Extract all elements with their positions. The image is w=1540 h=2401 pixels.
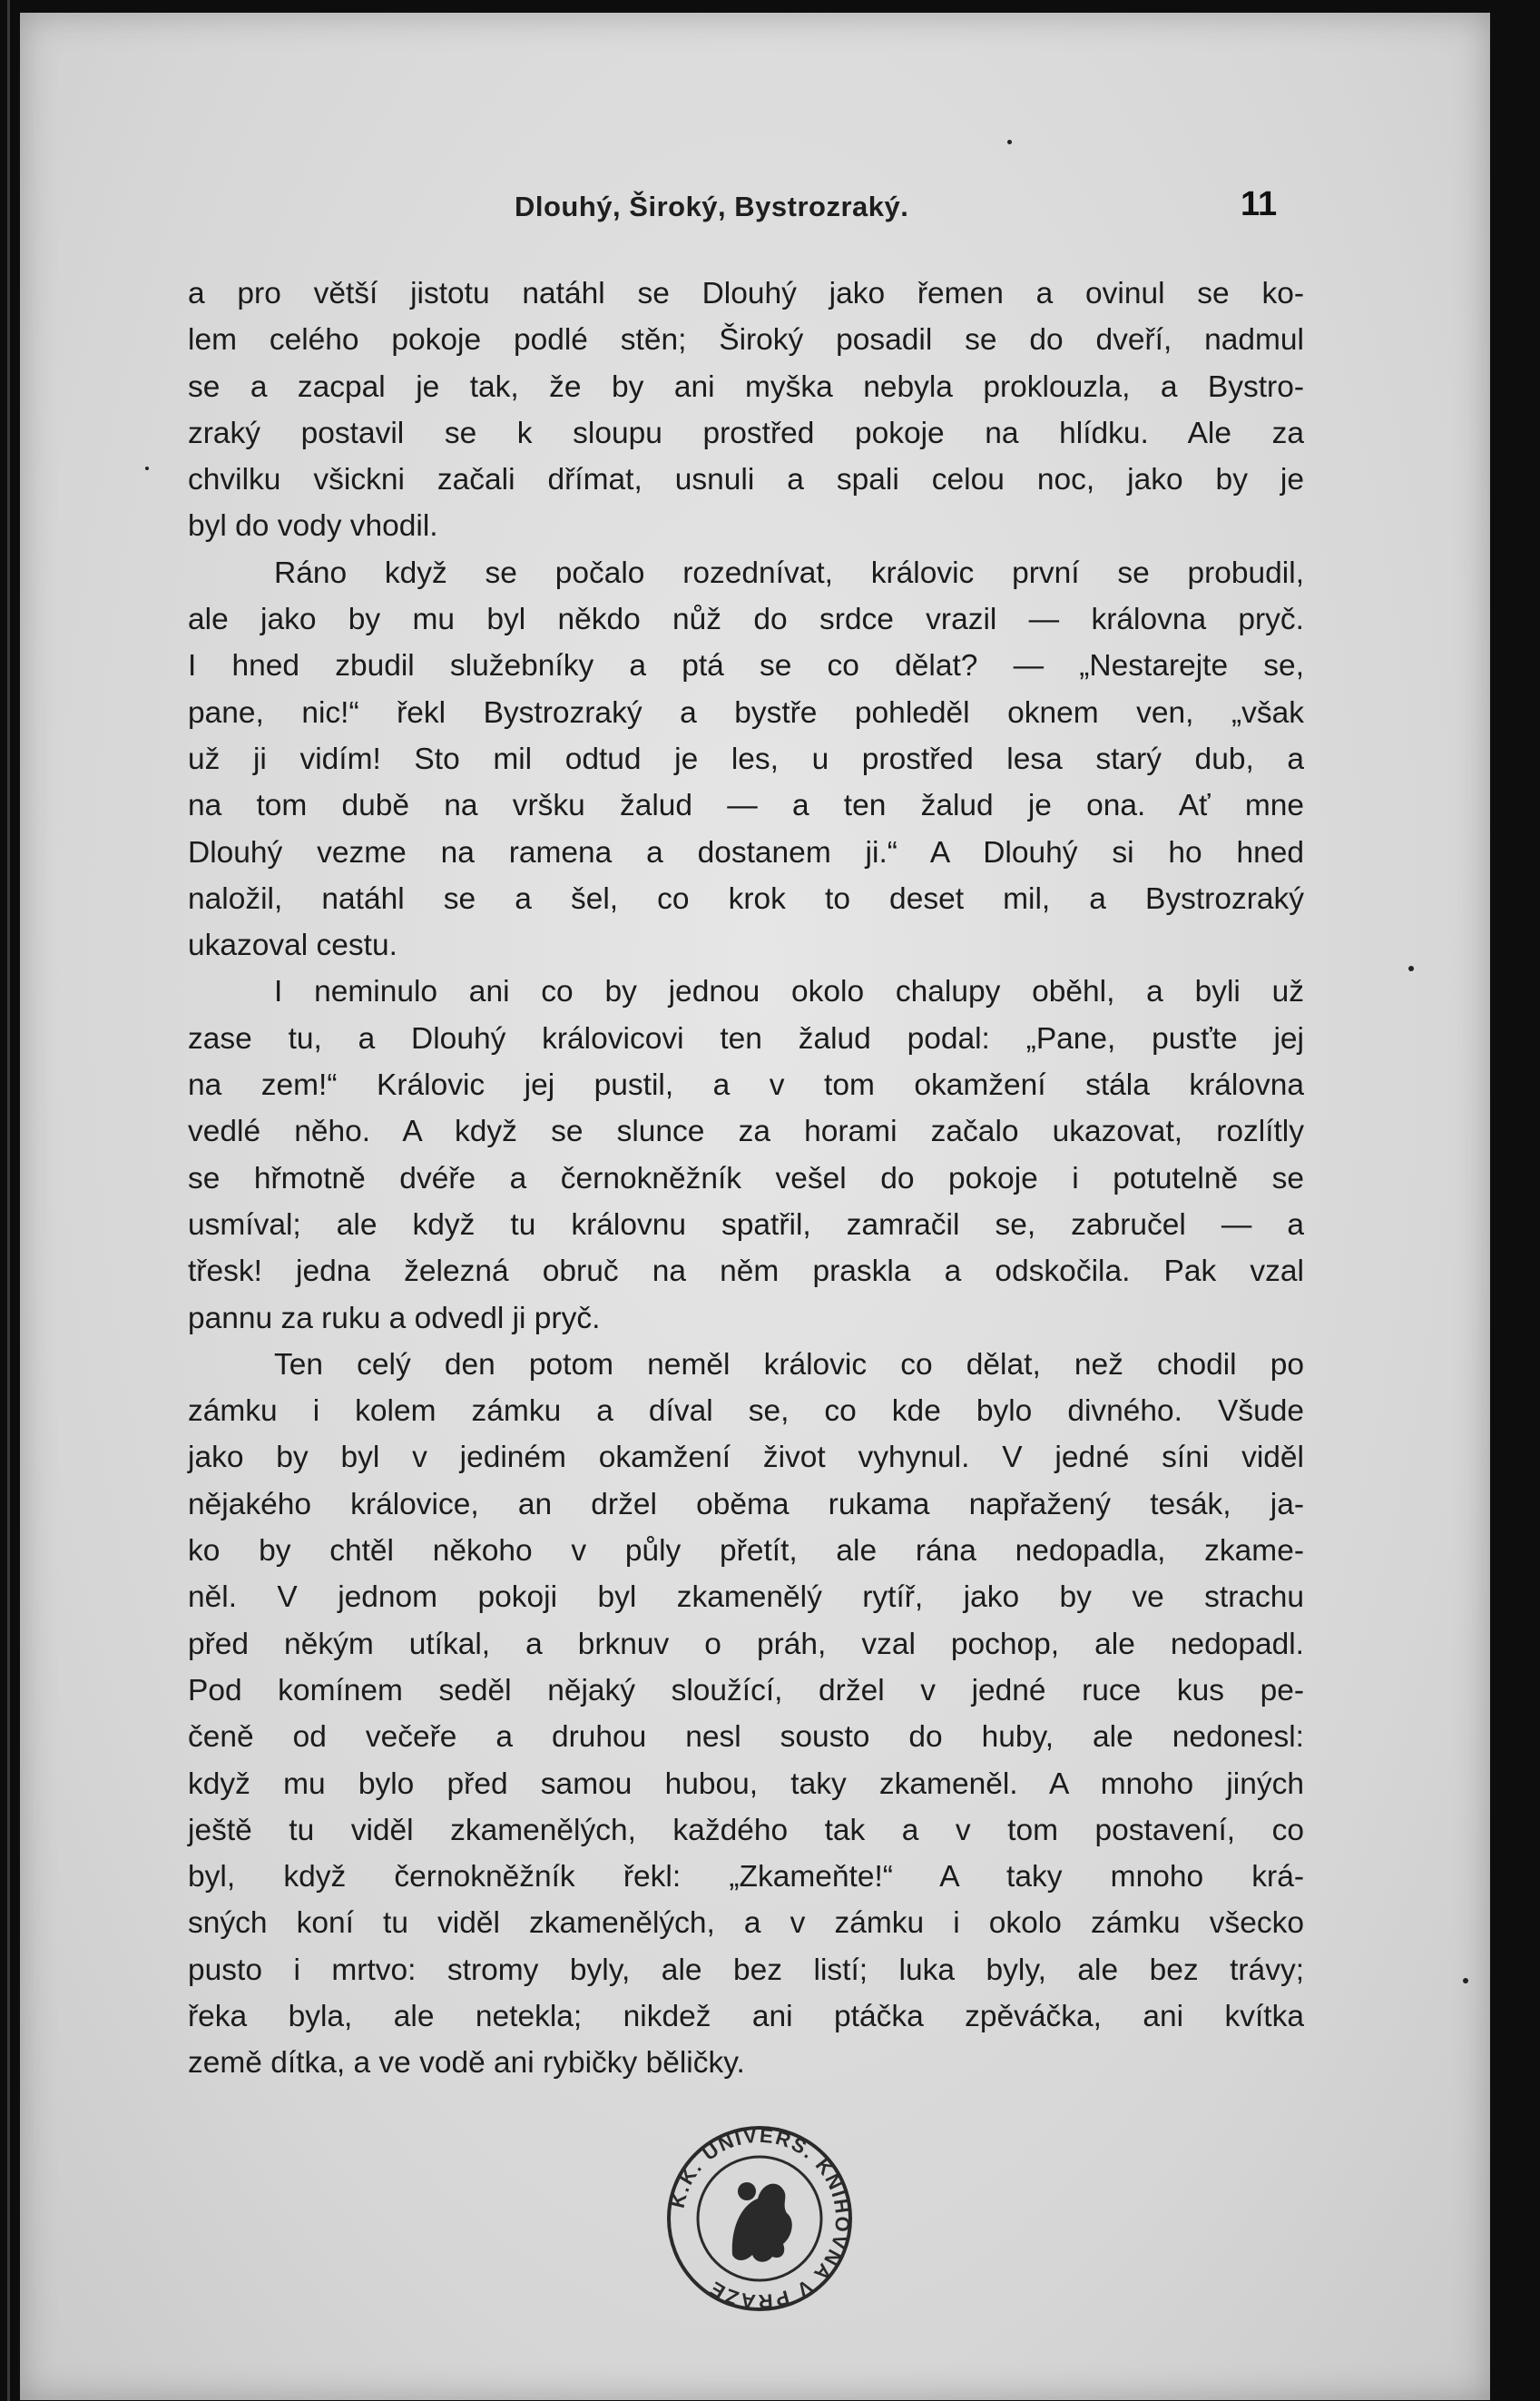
text-line: se a zacpal je tak, že by ani myška nebyla proklouzla, a Bystro-	[188, 369, 1304, 404]
text-line: zraký postavil se k sloupu prostřed pokoje na hlídku. Ale za	[188, 416, 1304, 450]
text-line: třesk! jedna železná obruč na něm praskla a odskočila. Pak vzal	[188, 1255, 1304, 1289]
text-line: pannu za ruku a odvedl ji pryč.	[188, 1301, 601, 1335]
text-line: na zem!“ Královic jej pustil, a v tom okamžení stála královna	[188, 1068, 1304, 1103]
text-line: ale jako by mu byl někdo nůž do srdce vrazil — královna pryč.	[188, 603, 1304, 637]
text-line: pusto i mrtvo: stromy byly, ale bez listí; luka byly, ale bez trávy;	[188, 1953, 1304, 1987]
text-line: sných koní tu viděl zkamenělých, a v zámku i okolo zámku všecko	[188, 1906, 1304, 1941]
text-line: řeka byla, ale netekla; nikdež ani ptáčka zpěváčka, ani kvítka	[188, 1999, 1304, 2033]
book-page	[20, 13, 1490, 2400]
text-line: na tom dubě na vršku žalud — a ten žalud je ona. Ať mne	[188, 789, 1304, 823]
dust-speck	[1007, 140, 1012, 144]
text-line: byl do vody vhodil.	[188, 509, 438, 544]
text-line: a pro větší jistotu natáhl se Dlouhý jako řemen a ovinul se ko-	[188, 277, 1304, 310]
text-line: Ráno když se počalo rozednívat, královic první se probudil,	[274, 556, 1304, 590]
text-line: ukazoval cestu.	[188, 929, 397, 963]
text-line: jako by byl v jediném okamžení život vyhynul. V jedné síni viděl	[188, 1441, 1304, 1475]
text-line: zase tu, a Dlouhý královicovi ten žalud podal: „Pane, pusťte jej	[188, 1021, 1304, 1056]
library-stamp-icon	[660, 2119, 859, 2318]
text-line: naložil, natáhl se a šel, co krok to deset mil, a Bystrozraký	[188, 881, 1304, 916]
svg-text:K.K. UNIVERS. KNIHOVNA V PRAZE: K.K. UNIVERS. KNIHOVNA V PRAZE	[665, 2123, 855, 2314]
text-line: zámku i kolem zámku a díval se, co kde bylo divného. Všude	[188, 1394, 1304, 1429]
page-number: 11	[1241, 185, 1278, 223]
text-line: ko by chtěl někoho v půly přetít, ale rána nedopadla, zkame-	[188, 1534, 1304, 1569]
text-line: Pod komínem seděl nějaký sloužící, držel v jedné ruce kus pe-	[188, 1673, 1304, 1707]
text-line: se hřmotně dvéře a černokněžník vešel do pokoje i potutelně se	[188, 1161, 1304, 1196]
text-line: čeně od večeře a druhou nesl sousto do huby, ale nedonesl:	[188, 1720, 1304, 1755]
text-line: země dítka, a ve vodě ani rybičky běličky.	[188, 2046, 745, 2081]
text-line: když mu bylo před samou hubou, taky zkameněl. A mnoho jiných	[188, 1766, 1304, 1801]
text-line: ještě tu viděl zkamenělých, každého tak a v tom postavení, co	[188, 1813, 1304, 1847]
text-line: I neminulo ani co by jednou okolo chalupy oběhl, a byli už	[274, 975, 1304, 1009]
scan-edge-line	[7, 0, 10, 2401]
text-line: chvilku všickni začali dřímat, usnuli a spali celou noc, jako by je	[188, 463, 1304, 497]
text-line: byl, když černokněžník řekl: „Zkameňte!“ A taky mnoho krá-	[188, 1860, 1304, 1894]
text-line: I hned zbudil služebníky a ptá se co dělat? — „Nestarejte se,	[188, 649, 1304, 684]
text-line: lem celého pokoje podlé stěn; Široký posadil se do dveří, nadmul	[188, 323, 1304, 358]
text-line: něl. V jednom pokoji byl zkamenělý rytíř, jako by ve strachu	[188, 1580, 1304, 1615]
running-title: Dlouhý, Široký, Bystrozraký.	[515, 191, 909, 222]
text-line: vedlé něho. A když se slunce za horami začalo ukazovat, rozlítly	[188, 1115, 1304, 1149]
dust-speck	[1408, 966, 1414, 971]
body-text	[188, 271, 1304, 2087]
text-line: už ji vidím! Sto mil odtud je les, u prostřed lesa starý dub, a	[188, 742, 1304, 776]
text-line: Dlouhý vezme na ramena a dostanem ji.“ A Dlouhý si ho hned	[188, 835, 1304, 870]
dust-speck	[145, 467, 149, 470]
dust-speck	[1463, 1978, 1468, 1983]
text-line: pane, nic!“ řekl Bystrozraký a bystře pohleděl oknem ven, „však	[188, 695, 1304, 730]
text-line: usmíval; ale když tu královnu spatřil, zamračil se, zabručel — a	[188, 1207, 1304, 1242]
text-line: nějakého královice, an držel oběma rukama napřažený tesák, ja-	[188, 1487, 1304, 1521]
page-header	[20, 185, 1490, 236]
text-line: před někým utíkal, a brknuv o práh, vzal pochop, ale nedopadl.	[188, 1627, 1304, 1661]
text-line: Ten celý den potom neměl královic co dělat, než chodil po	[274, 1347, 1304, 1382]
